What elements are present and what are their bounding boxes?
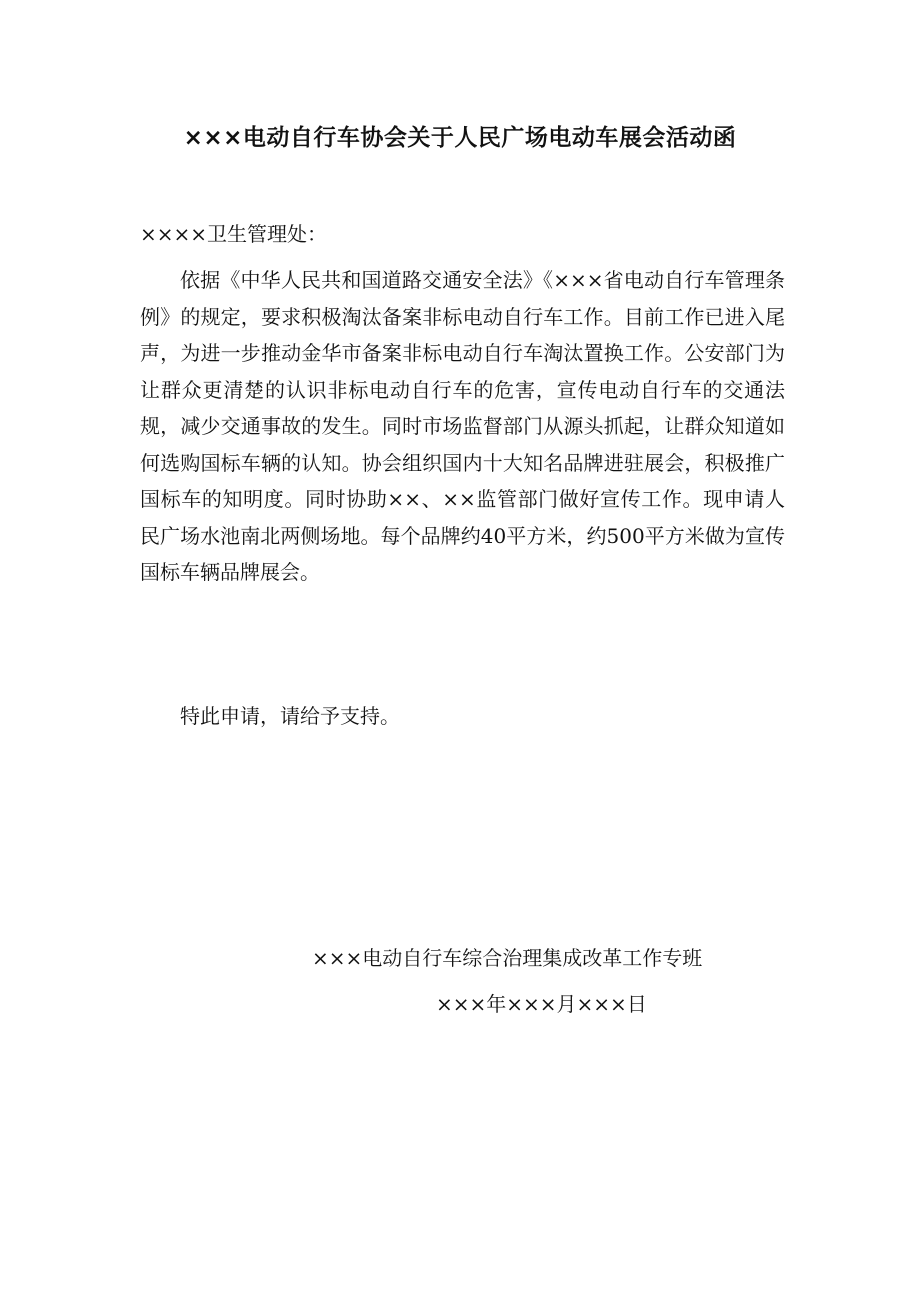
closing-line: 特此申请，请给予支持。 bbox=[180, 704, 400, 728]
body-paragraph: 依据《中华人民共和国道路交通安全法》《×××省电动自行车管理条例》的规定，要求积极淘汰备案非标电动自行车工作。目前工作已进入尾声，为进一步推动金华市备案非标电动自行车淘汰置换工作。公安部门为让群众更清楚的认识非标电动自行车的危害，宣传电动自行车的交通法规，减少交通事故的发生。同时市场监督部门从源头抓起，让群众知道如何选购国标车辆的认知。协会组织国内十大知名品牌进驻展会，积极推广国标车的知明度。同时协助××、××监管部门做好宣传工作。现申请人民广场水池南北两侧场地。每个品牌约40平方米，约500平方米做为宣传国标车辆品牌展会。 bbox=[140, 268, 785, 584]
document-title: ×××电动自行车协会关于人民广场电动车展会活动函 bbox=[183, 125, 737, 151]
signer-line: ×××电动自行车综合治理集成改革工作专班 bbox=[312, 946, 703, 970]
date-line: ×××年×××月×××日 bbox=[436, 992, 647, 1016]
addressee-line: ××××卫生管理处： bbox=[140, 222, 328, 246]
